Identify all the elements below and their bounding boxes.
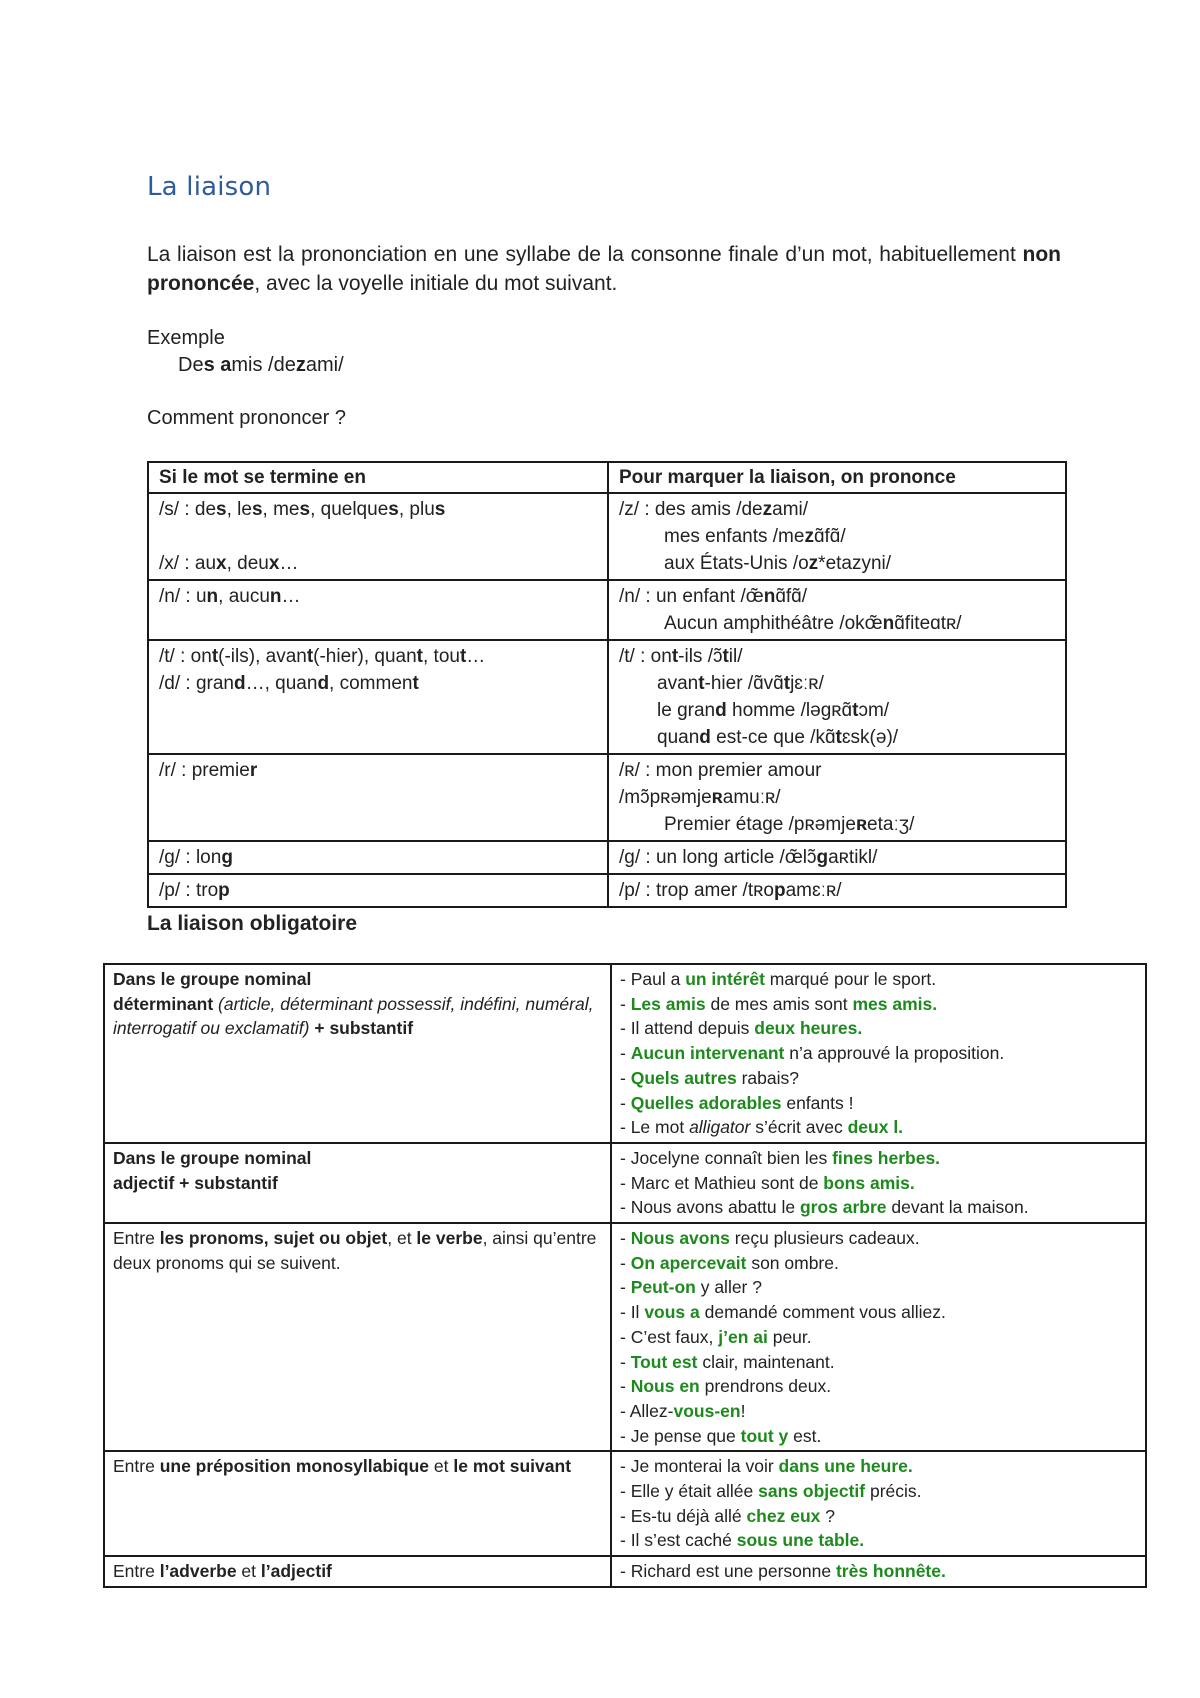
example-text: - <box>620 1277 631 1298</box>
example-line <box>620 1399 1137 1424</box>
table-header-row <box>148 462 1066 493</box>
rule-bold: le verbe <box>416 1228 483 1249</box>
example-text: - Il s’est caché <box>620 1530 737 1551</box>
cell-line: Aucun amphithéâtre /okœ̃nɑ̃fiteɑtʀ/ <box>664 613 962 634</box>
example-text: - <box>620 1351 631 1372</box>
obligatory-liaison-table <box>103 963 1147 1588</box>
example-line <box>620 1479 1137 1504</box>
cell-line: /s/ : des, les, mes, quelques, plus <box>159 499 446 520</box>
rule-text: Entre <box>113 1561 160 1582</box>
example-text: reçu plusieurs cadeaux. <box>729 1228 920 1249</box>
rule-bold: l’adjectif <box>260 1561 332 1582</box>
example-italic-word: alligator <box>689 1117 751 1138</box>
examples-cell <box>611 1143 1146 1223</box>
example-line <box>620 1041 1137 1066</box>
rule-bold: + substantif <box>314 1018 414 1039</box>
liaison-highlight: fines herbes. <box>832 1147 941 1168</box>
example-line <box>620 1016 1137 1041</box>
example-text: - <box>620 1092 631 1113</box>
cell-line: /t/ : ont(-ils), avant(-hier), quant, tout… <box>159 646 486 667</box>
page-title: La liaison <box>147 172 272 202</box>
liaison-highlight: sous une table. <box>736 1530 865 1551</box>
table-row <box>104 1451 1146 1556</box>
example-line <box>620 1091 1137 1116</box>
liaison-highlight: vous a <box>644 1302 700 1323</box>
rule-text: , ainsi qu’entre deux pronoms qui se suivent. <box>113 1228 597 1273</box>
example-line <box>620 1171 1137 1196</box>
liaison-highlight: mes amis. <box>852 993 938 1014</box>
liaison-highlight: vous-en <box>673 1400 741 1421</box>
table-row <box>104 964 1146 1143</box>
rule-italic: (article, déterminant possessif, indéfini, numéral, interrogatif ou exclamatif) <box>113 993 594 1039</box>
cell-line: /t/ : ont-ils /ɔ̃til/ <box>619 646 743 667</box>
example-label: Exemple <box>147 327 225 349</box>
table-row <box>104 1223 1146 1451</box>
liaison-highlight: j’en ai <box>718 1326 768 1347</box>
example-text: marqué pour le sport. <box>764 969 937 989</box>
section-title: La liaison obligatoire <box>147 912 358 935</box>
rule-text: , et <box>387 1228 417 1249</box>
example-text: - Paul a <box>620 969 686 989</box>
example-text: enfants ! <box>781 1092 854 1113</box>
example-text: - <box>620 1043 631 1064</box>
question-text: Comment prononcer ? <box>147 407 346 429</box>
rule-text: Entre <box>113 1228 160 1249</box>
example-text: - <box>620 1228 631 1249</box>
liaison-highlight: chez eux <box>746 1505 821 1526</box>
example-text: prendrons deux. <box>699 1376 832 1397</box>
cell-line: /mɔ̃pʀəmjeʀamuːʀ/ <box>619 787 781 808</box>
cell-line: /ʀ/ : mon premier amour <box>619 760 822 781</box>
example-text: peur. <box>767 1326 812 1347</box>
cell-line: aux États-Unis /oz*etazyni/ <box>664 553 892 574</box>
cell-line: /r/ : premier <box>159 760 258 781</box>
example-line <box>620 1374 1137 1399</box>
example-line <box>620 1350 1137 1375</box>
table-row <box>148 874 1066 907</box>
example-line <box>620 1115 1137 1140</box>
example-line <box>620 1300 1137 1325</box>
rule-heading: Dans le groupe nominal <box>113 1147 312 1168</box>
liaison-highlight: bons amis. <box>823 1172 915 1193</box>
example-text: - <box>620 993 631 1014</box>
table-cell <box>148 754 608 841</box>
example-text: - Allez- <box>620 1400 674 1421</box>
example-line <box>620 1504 1137 1529</box>
rule-text: et <box>429 1456 454 1477</box>
example-line <box>620 1275 1137 1300</box>
example-line <box>620 1528 1137 1553</box>
rule-bold: les pronoms, sujet ou objet <box>159 1228 388 1249</box>
rule-bold: déterminant <box>113 993 214 1014</box>
example-line <box>620 1195 1137 1220</box>
cell-line: le grand homme /ləgʀɑ̃tɔm/ <box>657 700 890 721</box>
example-text: - C’est faux, <box>620 1326 719 1347</box>
rule-bold: le mot suivant <box>453 1456 572 1477</box>
liaison-highlight: Nous avons <box>630 1228 730 1249</box>
example-text: - Je pense que <box>620 1425 741 1446</box>
table-cell: /g/ : un long article /œ̃lɔ̃gaʀtikl/ <box>608 841 1066 874</box>
example-line <box>620 1454 1137 1479</box>
rule-cell <box>104 1223 611 1451</box>
table-row <box>104 1556 1146 1587</box>
cell-line: /x/ : aux, deux… <box>159 553 299 574</box>
liaison-highlight: Quels autres <box>630 1067 737 1088</box>
table-cell: /p/ : trop <box>148 874 608 907</box>
example-line: Des amis /dezami/ <box>178 354 344 376</box>
liaison-highlight: gros arbre <box>799 1197 887 1218</box>
liaison-highlight: Quelles adorables <box>630 1092 782 1113</box>
examples-cell <box>611 1556 1146 1587</box>
example-line <box>620 967 1137 992</box>
examples-cell <box>611 1451 1146 1556</box>
example-text: ! <box>740 1400 746 1421</box>
liaison-highlight: Peut-on <box>630 1277 696 1298</box>
liaison-pronunciation-table <box>147 461 1067 908</box>
example-line <box>620 1325 1137 1350</box>
example-text: - Es-tu déjà allé <box>620 1505 747 1526</box>
example-line <box>620 1424 1137 1449</box>
example-line <box>620 1251 1137 1276</box>
rule-bold: une préposition monosyllabique <box>159 1456 430 1477</box>
example-text: - Elle y était allée <box>620 1481 759 1502</box>
rule-text: et <box>236 1561 261 1582</box>
liaison-highlight: deux l. <box>847 1117 904 1138</box>
liaison-highlight: sans objectif <box>758 1481 866 1502</box>
intro-bold-text: non prononcée <box>147 243 1061 295</box>
table-row <box>148 580 1066 640</box>
cell-line: quand est-ce que /kɑ̃tɛsk(ə)/ <box>657 727 899 748</box>
cell-line <box>159 523 599 550</box>
table-cell <box>608 580 1066 640</box>
example-text: - Marc et Mathieu sont de <box>620 1172 824 1193</box>
table-cell <box>148 640 608 754</box>
liaison-highlight: Nous en <box>630 1376 700 1397</box>
example-text: précis. <box>865 1481 922 1502</box>
liaison-highlight: Les amis <box>630 993 706 1014</box>
table-row <box>148 754 1066 841</box>
cell-line: /n/ : un, aucun… <box>159 586 301 607</box>
example-line <box>620 1146 1137 1171</box>
liaison-highlight: très honnête. <box>835 1561 946 1582</box>
example-text: devant la maison. <box>886 1197 1029 1218</box>
example-text: ? <box>820 1505 835 1526</box>
rule-cell <box>104 964 611 1143</box>
example-text: - <box>620 1252 631 1273</box>
example-text: demandé comment vous alliez. <box>699 1302 946 1323</box>
liaison-highlight: tout y <box>740 1425 789 1446</box>
table-cell <box>148 580 608 640</box>
example-text: son ombre. <box>746 1252 839 1273</box>
table-row <box>104 1143 1146 1223</box>
intro-paragraph <box>147 240 1061 298</box>
cell-line: avant-hier /ɑ̃vɑ̃tjɛːʀ/ <box>657 673 824 694</box>
example-line <box>620 1559 1137 1584</box>
example-text: rabais? <box>736 1067 799 1088</box>
example-text: - Je monterai la voir <box>620 1456 779 1477</box>
table-row <box>148 841 1066 874</box>
example-text: y aller ? <box>695 1277 762 1298</box>
table-cell: /g/ : long <box>148 841 608 874</box>
cell-line: mes enfants /mezɑ̃fɑ̃/ <box>664 526 846 547</box>
liaison-highlight: On apercevait <box>630 1252 747 1273</box>
rule-bold: adjectif + substantif <box>113 1172 278 1193</box>
rule-text: Entre <box>113 1456 160 1477</box>
liaison-highlight: dans une heure. <box>778 1456 913 1477</box>
table-cell: /p/ : trop amer /tʀopamɛːʀ/ <box>608 874 1066 907</box>
table-row <box>148 493 1066 580</box>
table-header-cell: Si le mot se termine en <box>148 462 608 493</box>
intro-text-end: , avec la voyelle initiale du mot suivant. <box>254 272 618 295</box>
example-text: - Il <box>620 1302 645 1323</box>
liaison-highlight: un intérêt <box>685 969 765 989</box>
liaison-highlight: Tout est <box>630 1351 698 1372</box>
liaison-highlight: deux heures. <box>754 1018 863 1039</box>
cell-line: Premier étage /pʀəmjeʀetaːʒ/ <box>664 814 915 835</box>
example-text: - <box>620 1376 631 1397</box>
example-text: - Il attend depuis <box>620 1018 755 1039</box>
example-line <box>620 1066 1137 1091</box>
rule-cell <box>104 1143 611 1223</box>
example-text: est. <box>788 1425 822 1446</box>
example-text: s’écrit avec <box>750 1117 848 1138</box>
example-text: n’a approuvé la proposition. <box>784 1043 1005 1064</box>
examples-cell <box>611 1223 1146 1451</box>
example-text: - <box>620 1067 631 1088</box>
rule-heading: Dans le groupe nominal <box>113 969 312 989</box>
cell-line: /z/ : des amis /dezami/ <box>619 499 809 520</box>
example-line <box>620 1226 1137 1251</box>
rule-cell <box>104 1451 611 1556</box>
liaison-highlight: Aucun intervenant <box>630 1043 785 1064</box>
table-cell <box>608 640 1066 754</box>
cell-line: /d/ : grand…, quand, comment <box>159 673 419 694</box>
rule-cell <box>104 1556 611 1587</box>
example-text: - Le mot <box>620 1117 690 1138</box>
table-cell <box>608 493 1066 580</box>
intro-text-start: La liaison est la prononciation en une syllabe de la consonne finale d’un mot, habituellement <box>147 243 1023 266</box>
example-text: clair, maintenant. <box>697 1351 835 1372</box>
table-row <box>148 640 1066 754</box>
example-text: - Richard est une personne <box>620 1561 836 1582</box>
example-text: de mes amis sont <box>705 993 853 1014</box>
table-cell <box>608 754 1066 841</box>
example-line <box>620 992 1137 1017</box>
cell-line: /n/ : un enfant /œ̃nɑ̃fɑ̃/ <box>619 586 808 607</box>
examples-cell <box>611 964 1146 1143</box>
table-header-cell: Pour marquer la liaison, on prononce <box>608 462 1066 493</box>
example-text: - Nous avons abattu le <box>620 1197 800 1218</box>
table-cell <box>148 493 608 580</box>
example-text: - Jocelyne connaît bien les <box>620 1147 833 1168</box>
rule-bold: l’adverbe <box>159 1561 237 1582</box>
